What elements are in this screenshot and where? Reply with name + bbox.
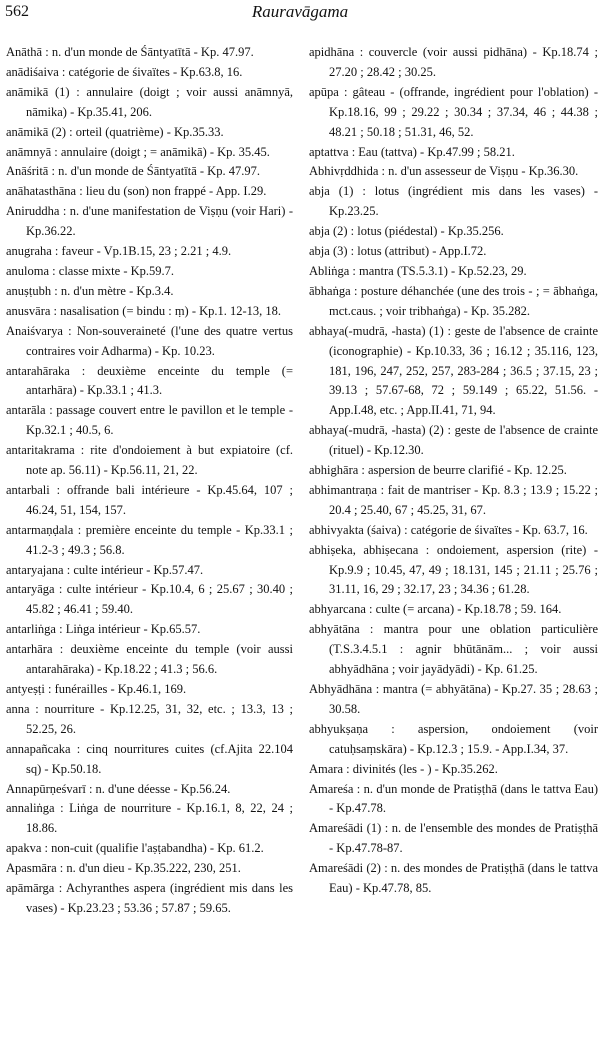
index-entry: anusvāra : nasalisation (= bindu : ṃ) - Kp.1. 12-13, 18. bbox=[6, 303, 282, 318]
index-entry: abja (1) : lotus (ingrédient mis dans les vases) - Kp.23.25. bbox=[309, 184, 598, 219]
index-entry: abja (2) : lotus (piédestal) - Kp.35.256. bbox=[309, 224, 504, 239]
index-entry: antarbali : offrande bali intérieure - Kp.45.64, 107 ; 46.24, 51, 154, 157. bbox=[6, 482, 293, 517]
index-entry: anuloma : classe mixte - Kp.59.7. bbox=[6, 263, 175, 278]
index-entry: anāhatasthāna : lieu du (son) non frappé - App. I.29. bbox=[6, 184, 267, 199]
index-entry: antaryāga : culte intérieur - Kp.10.4, 6 ; 25.67 ; 30.40 ; 45.82 ; 46.41 ; 59.40. bbox=[6, 582, 293, 617]
index-entry: apūpa : gâteau - (offrande, ingrédient pour l'oblation) - Kp.18.16, 99 ; 29.22 ; 30.34 ; 37.34, 46 ; 44.38 ; 48.21 ; 50.18 ; 51.31, 46, 52. bbox=[309, 84, 598, 139]
index-entry: antarahāraka : deuxième enceinte du temple (= antarhāra) - Kp.33.1 ; 41.3. bbox=[6, 363, 293, 398]
index-entry: anāmikā (2) : orteil (quatrième) - Kp.35.33. bbox=[6, 124, 224, 139]
index-entry: abja (3) : lotus (attribut) - App.I.72. bbox=[309, 244, 487, 259]
index-entry: antaritakrama : rite d'ondoiement à but expiatoire (cf. note ap. 56.11) - Kp.56.11, 21, 22. bbox=[6, 443, 293, 478]
index-entry: abhighāra : aspersion de beurre clarifié - Kp. 12.25. bbox=[309, 463, 567, 478]
index-entry: apidhāna : couvercle (voir aussi pidhāna) - Kp.18.74 ; 27.20 ; 28.42 ; 30.25. bbox=[309, 45, 598, 79]
index-entry: apāmārga : Achyranthes aspera (ingrédient mis dans les vases) - Kp.23.23 ; 53.36 ; 57.87 ; 59.65. bbox=[6, 881, 293, 915]
index-entry: Apasmāra : n. d'un dieu - Kp.35.222, 230, 251. bbox=[6, 861, 241, 876]
index-entry: anāmnyā : annulaire (doigt ; = anāmikā) - Kp. 35.45. bbox=[6, 144, 270, 159]
index-entry: Amareśa : n. d'un monde de Pratiṣṭhā (dans le tattva Eau) - Kp.47.78. bbox=[309, 781, 598, 816]
index-entry: Abhyādhāna : mantra (= abhyātāna) - Kp.27. 35 ; 28.63 ; 30.58. bbox=[309, 682, 598, 716]
index-entry: antarāla : passage couvert entre le pavillon et le temple - Kp.32.1 ; 40.5, 6. bbox=[6, 403, 293, 438]
index-entry: abhyarcana : culte (= arcana) - Kp.18.78 ; 59. 164. bbox=[309, 602, 562, 617]
index-entry: aptattva : Eau (tattva) - Kp.47.99 ; 58.21. bbox=[309, 144, 515, 159]
index-entry: abhimantraṇa : fait de mantriser - Kp. 8.3 ; 13.9 ; 15.22 ; 20.4 ; 25.40, 67 ; 45.25, 31, 67. bbox=[309, 482, 598, 517]
index-entry: apakva : non-cuit (qualifie l'aṣṭabandha) - Kp. 61.2. bbox=[6, 841, 264, 856]
page-number: 562 bbox=[5, 3, 29, 20]
index-entry: Abhivṛddhida : n. d'un assesseur de Viṣṇu - Kp.36.30. bbox=[309, 164, 579, 179]
index-entry: anādiśaiva : catégorie de śivaïtes - Kp.63.8, 16. bbox=[6, 64, 243, 79]
running-title: Rauravāgama bbox=[251, 2, 349, 21]
index-entry: anna : nourriture - Kp.12.25, 31, 32, etc. ; 13.3, 13 ; 52.25, 26. bbox=[6, 701, 293, 736]
index-entry: Abliṅga : mantra (TS.5.3.1) - Kp.52.23, 29. bbox=[309, 263, 527, 278]
index-entry: annapañcaka : cinq nourritures cuites (cf.Ajita 22.104 sq) - Kp.50.18. bbox=[6, 741, 293, 776]
index-entry: Annapūrṇeśvarī : n. d'une déesse - Kp.56.24. bbox=[6, 781, 231, 796]
index-entry: Anāthā : n. d'un monde de Śāntyatītā - Kp. 47.97. bbox=[6, 45, 254, 59]
index-entry: antyeṣṭi : funérailles - Kp.46.1, 169. bbox=[6, 682, 187, 696]
index-entry: abhiṣeka, abhiṣecana : ondoiement, aspersion (rite) - Kp.9.9 ; 10.45, 47, 49 ; 18.131, 145 ; 21.11 ; 25.76 ; 31.11, 16, 29 ; 32.17, 23 ; 34.36 ; 61.28. bbox=[309, 542, 598, 597]
index-entry: Aniruddha : n. d'une manifestation de Viṣṇu (voir Hari) - Kp.36.22. bbox=[6, 204, 293, 239]
index-entry: antarhāra : deuxième enceinte du temple (voir aussi antarahāraka) - Kp.18.22 ; 41.3 ; 56.6. bbox=[6, 642, 293, 677]
index-entry: anuṣṭubh : n. d'un mètre - Kp.3.4. bbox=[6, 283, 174, 298]
index-entry: abhyukṣaṇa : aspersion, ondoiement (voir catuḥsaṃskāra) - Kp.12.3 ; 15.9. - App.I.34, 37. bbox=[309, 721, 598, 756]
index-entry: Amara : divinités (les - ) - Kp.35.262. bbox=[309, 761, 498, 776]
index-entry: abhaya(-mudrā, -hasta) (1) : geste de l'absence de crainte (iconographie) - Kp.10.33, 36 ; 16.12 ; 35.116, 123, 181, 196, 247, 252, 257, 283-284 ; 36.5 ; 37.15, 23 ; 39.13 ; 57.67-68, 72 ; 59.149 ; 65.22, 51.56. - App.I.48, etc. ; App.II.41, 71, 94. bbox=[309, 323, 598, 418]
index-column-left bbox=[6, 43, 293, 919]
index-entry: abhaya(-mudrā, -hasta) (2) : geste de l'absence de crainte (rituel) - Kp.12.30. bbox=[309, 423, 598, 458]
index-entry: antarliṅga : Liṅga intérieur - Kp.65.57. bbox=[6, 622, 201, 637]
index-entry: antarmaṇḍala : première enceinte du temple - Kp.33.1 ; 41.2-3 ; 49.3 ; 56.8. bbox=[6, 522, 293, 557]
page-header bbox=[0, 0, 600, 34]
index-entry: Anaiśvarya : Non-souveraineté (l'une des quatre vertus contraires voir Adharma) - Kp. 10.23. bbox=[6, 323, 293, 358]
index-entry: abhivyakta (śaiva) : catégorie de śivaïtes - Kp. 63.7, 16. bbox=[309, 522, 588, 537]
index-column-right bbox=[309, 43, 598, 899]
index-entry: ābhaṅga : posture déhanchée (une des trois - ; = ābhaṅga, mct.caus. ; voir tribhaṅga) - Kp. 35.282. bbox=[309, 283, 598, 318]
index-entry: antaryajana : culte intérieur - Kp.57.47. bbox=[6, 562, 204, 577]
index-entry: Anāśritā : n. d'un monde de Śāntyatītā - Kp. 47.97. bbox=[6, 164, 260, 179]
index-entry: Amareśādi (1) : n. de l'ensemble des mondes de Pratiṣṭhā - Kp.47.78-87. bbox=[309, 821, 598, 856]
index-entry: annaliṅga : Liṅga de nourriture - Kp.16.1, 8, 22, 24 ; 18.86. bbox=[6, 801, 293, 836]
index-entry: abhyātāna : mantra pour une oblation particulière (T.S.3.4.5.1 : agnir bhūtānām... ; voir aussi abhyādhāna ; voir jayādyādi) - Kp. 61.25. bbox=[309, 622, 598, 677]
index-entry: Amareśādi (2) : n. des mondes de Pratiṣṭhā (dans le tattva Eau) - Kp.47.78, 85. bbox=[309, 861, 598, 896]
index-entry: anāmikā (1) : annulaire (doigt ; voir aussi anāmnyā, nāmika) - Kp.35.41, 206. bbox=[6, 84, 293, 119]
index-entry: anugraha : faveur - Vp.1B.15, 23 ; 2.21 ; 4.9. bbox=[6, 244, 232, 259]
